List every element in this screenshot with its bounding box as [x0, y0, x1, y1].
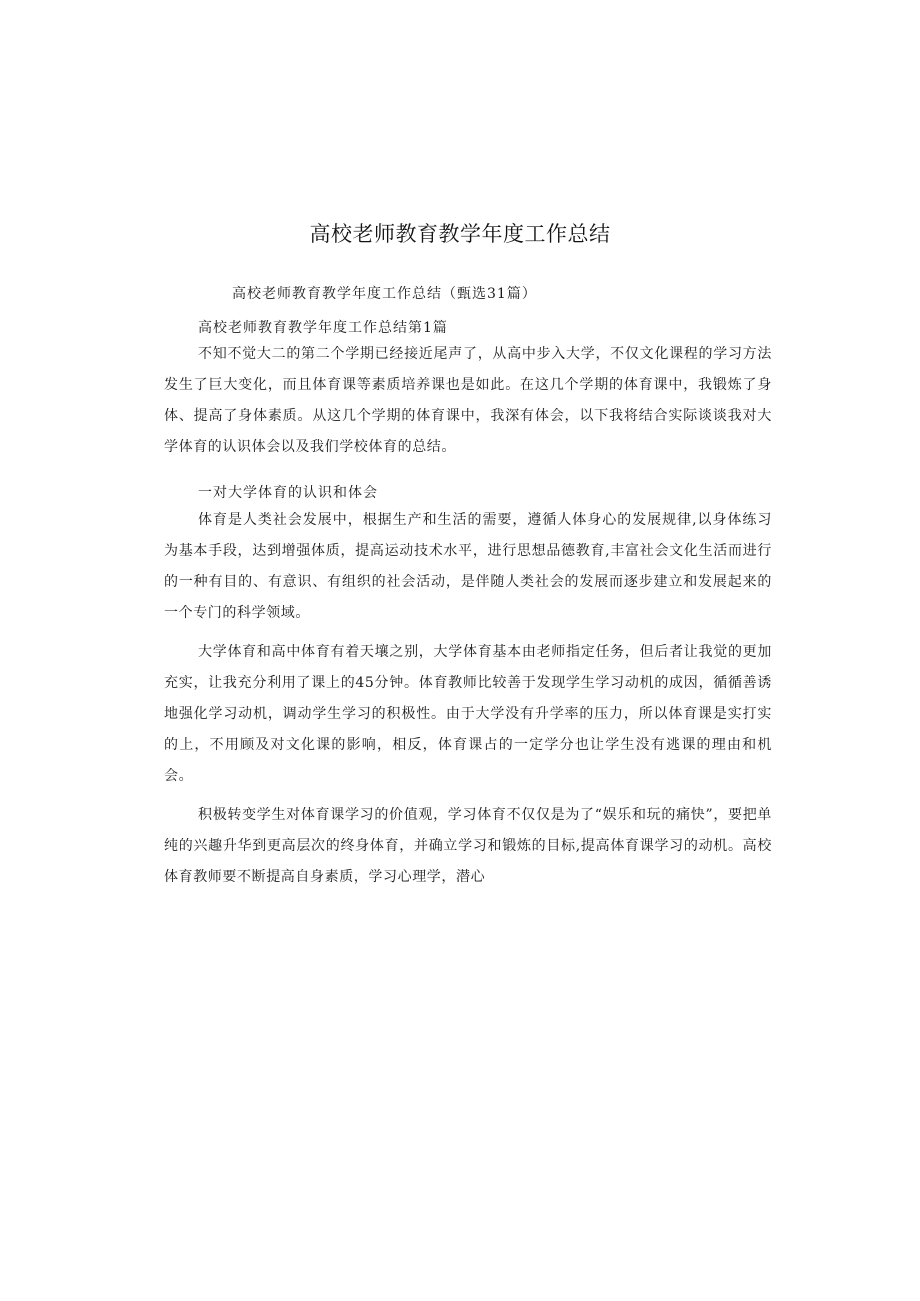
section-heading-1: 高校老师教育教学年度工作总结第1篇: [198, 320, 448, 336]
paragraph-1: 不知不觉大二的第二个学期已经接近尾声了，从高中步入大学，不仅文化课程的学习方法发生了巨大变化，而且体育课等素质培养课也是如此。在这几个学期的体育课中，我锻炼了身体、提高了身体素质。从这几个学期的体育课中，我深有体会，以下我将结合实际谈谈我对大学体育的认识体会以及我们学校体育的总结。: [164, 346, 772, 455]
paragraph-2: 体育是人类社会发展中，根据生产和生活的需要，遵循人体身心的发展规律,以身体练习为基本手段，达到增强体质，提高运动技术水平，进行思想品德教育,丰富社会文化生活而进行的一种有目的、有意识、有组织的社会活动，是伴随人类社会的发展而逐步建立和发展起来的一个专门的科学领域。: [164, 512, 772, 621]
document-title: 高校老师教育教学年度工作总结: [309, 222, 611, 246]
document-subtitle: 高校老师教育教学年度工作总结（甄选31篇）: [232, 286, 537, 302]
paragraph-3: 大学体育和高中体育有着天壤之别，大学体育基本由老师指定任务，但后者让我觉的更加充实，让我充分利用了课上的45分钟。体育教师比较善于发现学生学习动机的成因，循循善诱地强化学习动机，调动学生学习的积极性。由于大学没有升学率的压力，所以体育课是实打实的上，不用顾及对文化课的影响，相反，体育课占的一定学分也让学生没有逃课的理由和机会。: [164, 644, 772, 784]
section-heading-2: 一对大学体育的认识和体会: [198, 485, 378, 501]
paragraph-4: 积极转变学生对体育课学习的价值观，学习体育不仅仅是为了“娱乐和玩的痛快”，要把单纯的兴趣升华到更高层次的终身体育，并确立学习和锻炼的目标,提高体育课学习的动机。高校体育教师要不断提高自身素质，学习心理学，潜心: [164, 807, 772, 885]
